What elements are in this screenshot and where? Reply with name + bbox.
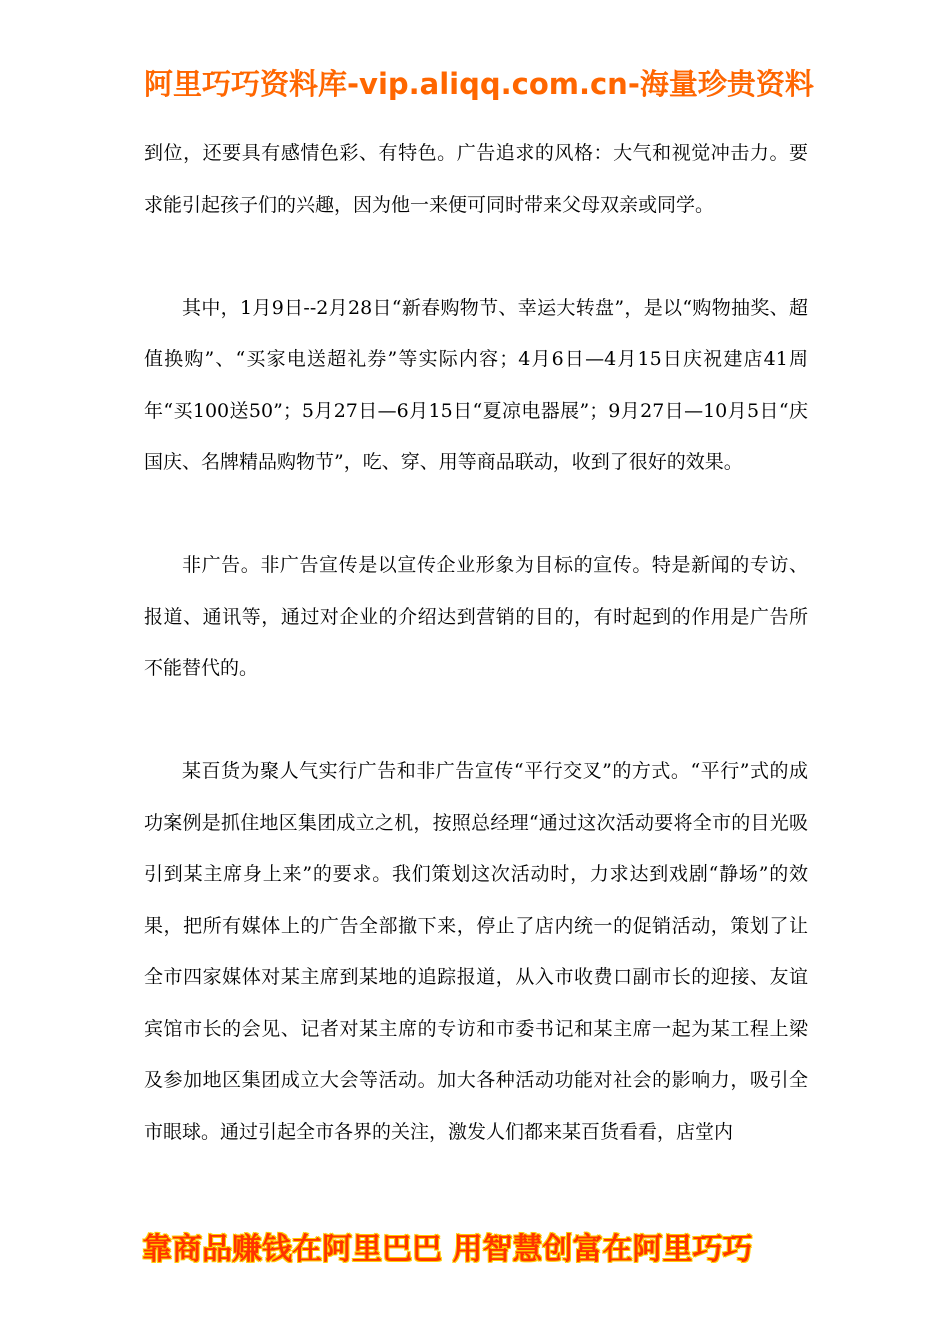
paragraph-case-study: 某百货为聚人气实行广告和非广告宣传“平行交叉”的方式。“平行”式的成功案例是抓住地区集团成立之机，按照总经理“通过这次活动要将全市的目光吸引到某主席身上来”的要求。我们策划这次活动时，力求达到戏剧“静场”的效果，把所有媒体上的广告全部撤下来，停止了店内统一的促销活动，策划了让全市四家媒体对某主席到某地的追踪报道，从入市收费口副市长的迎接、友谊宾馆市长的会见、记者对某主席的专访和市委书记和某主席一起为某工程上梁及参加地区集团成立大会等活动。加大各种活动功能对社会的影响力，吸引全市眼球。通过引起全市各界的关注，激发人们都来某百货看看，店堂内 [144, 760, 808, 1143]
paragraph-gap [144, 695, 808, 747]
paragraph-events: 其中，1月9日--2月28日“新春购物节、幸运大转盘”，是以“购物抽奖、超值换购”、“买家电送超礼券”等实际内容；4月6日—4月15日庆祝建店41周年“买100送50”；5月27日—6月15日“夏凉电器展”；9月27日—10月5日“庆国庆、名牌精品购物节”，吃、穿、用等商品联动，收到了很好的效果。 [144, 296, 808, 473]
paragraph-non-advertising: 非广告。非广告宣传是以宣传企业形象为目标的宣传。特是新闻的专访、报道、通讯等，通过对企业的介绍达到营销的目的，有时起到的作用是广告所不能替代的。 [144, 554, 808, 679]
document-body [144, 128, 808, 1158]
header-banner: 阿里巧巧资料库-vip.aliqq.com.cn-海量珍贵资料 [144, 67, 814, 101]
paragraph-gap [144, 489, 808, 541]
paragraph-gap [144, 231, 808, 283]
paragraph-continuation: 到位，还要具有感情色彩、有特色。广告追求的风格：大气和视觉冲击力。要求能引起孩子们的兴趣，因为他一来便可同时带来父母双亲或同学。 [144, 142, 808, 216]
footer-banner: 靠商品赚钱在阿里巴巴 用智慧创富在阿里巧巧 [142, 1232, 753, 1267]
